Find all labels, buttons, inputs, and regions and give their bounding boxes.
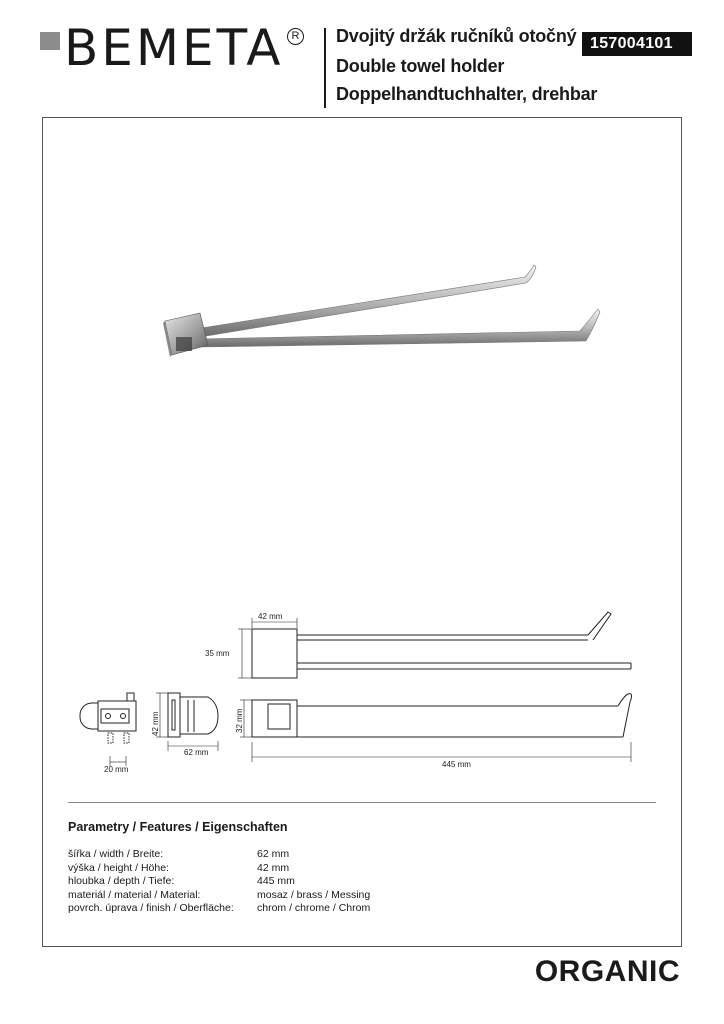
header-divider [324,28,326,108]
technical-drawing [68,600,648,780]
params-heading: Parametry / Features / Eigenschaften [68,820,288,834]
param-row-depth [68,875,370,889]
param-value: 445 mm [257,875,295,887]
params-table [68,848,370,916]
param-row-material [68,889,370,903]
param-label: materiál / material / Material: [68,888,201,901]
dim-side-width: 62 mm [184,748,209,757]
logo-square-mark [40,32,60,50]
param-label: výška / height / Höhe: [68,861,169,874]
top-view-block [252,629,297,678]
series-name: ORGANIC [534,955,680,988]
param-label: šířka / width / Breite: [68,848,164,860]
product-code-badge: 157004101 [582,32,692,56]
title-german: Doppelhandtuchhalter, drehbar [336,84,598,104]
param-label: povrch. úprava / finish / Oberfläche: [68,902,234,914]
dim-plate-spacing: 20 mm [104,765,129,774]
param-value: 42 mm [257,861,290,874]
param-value: mosaz / brass / Messing [257,888,371,901]
product-photo [150,255,610,375]
param-label: hloubka / depth / Tiefe: [68,875,175,887]
title-czech: Dvojitý držák ručníků otočný [336,26,577,46]
section-divider [68,802,656,803]
brand-logo: BEMETA [64,19,284,77]
dim-top-height: 35 mm [205,649,230,658]
title-english: Double towel holder [336,56,505,76]
dim-top-width: 42 mm [258,612,283,621]
param-row-height [68,862,370,876]
param-row-width [68,848,370,862]
dim-length: 445 mm [442,760,471,769]
param-value: 62 mm [257,848,290,860]
param-value: chrom / chrome / Chrom [257,902,371,914]
dim-side-height: 42 mm [151,711,160,736]
dim-front-height: 32 mm [235,708,244,733]
registered-mark: R [287,28,304,45]
param-row-finish [68,902,370,916]
